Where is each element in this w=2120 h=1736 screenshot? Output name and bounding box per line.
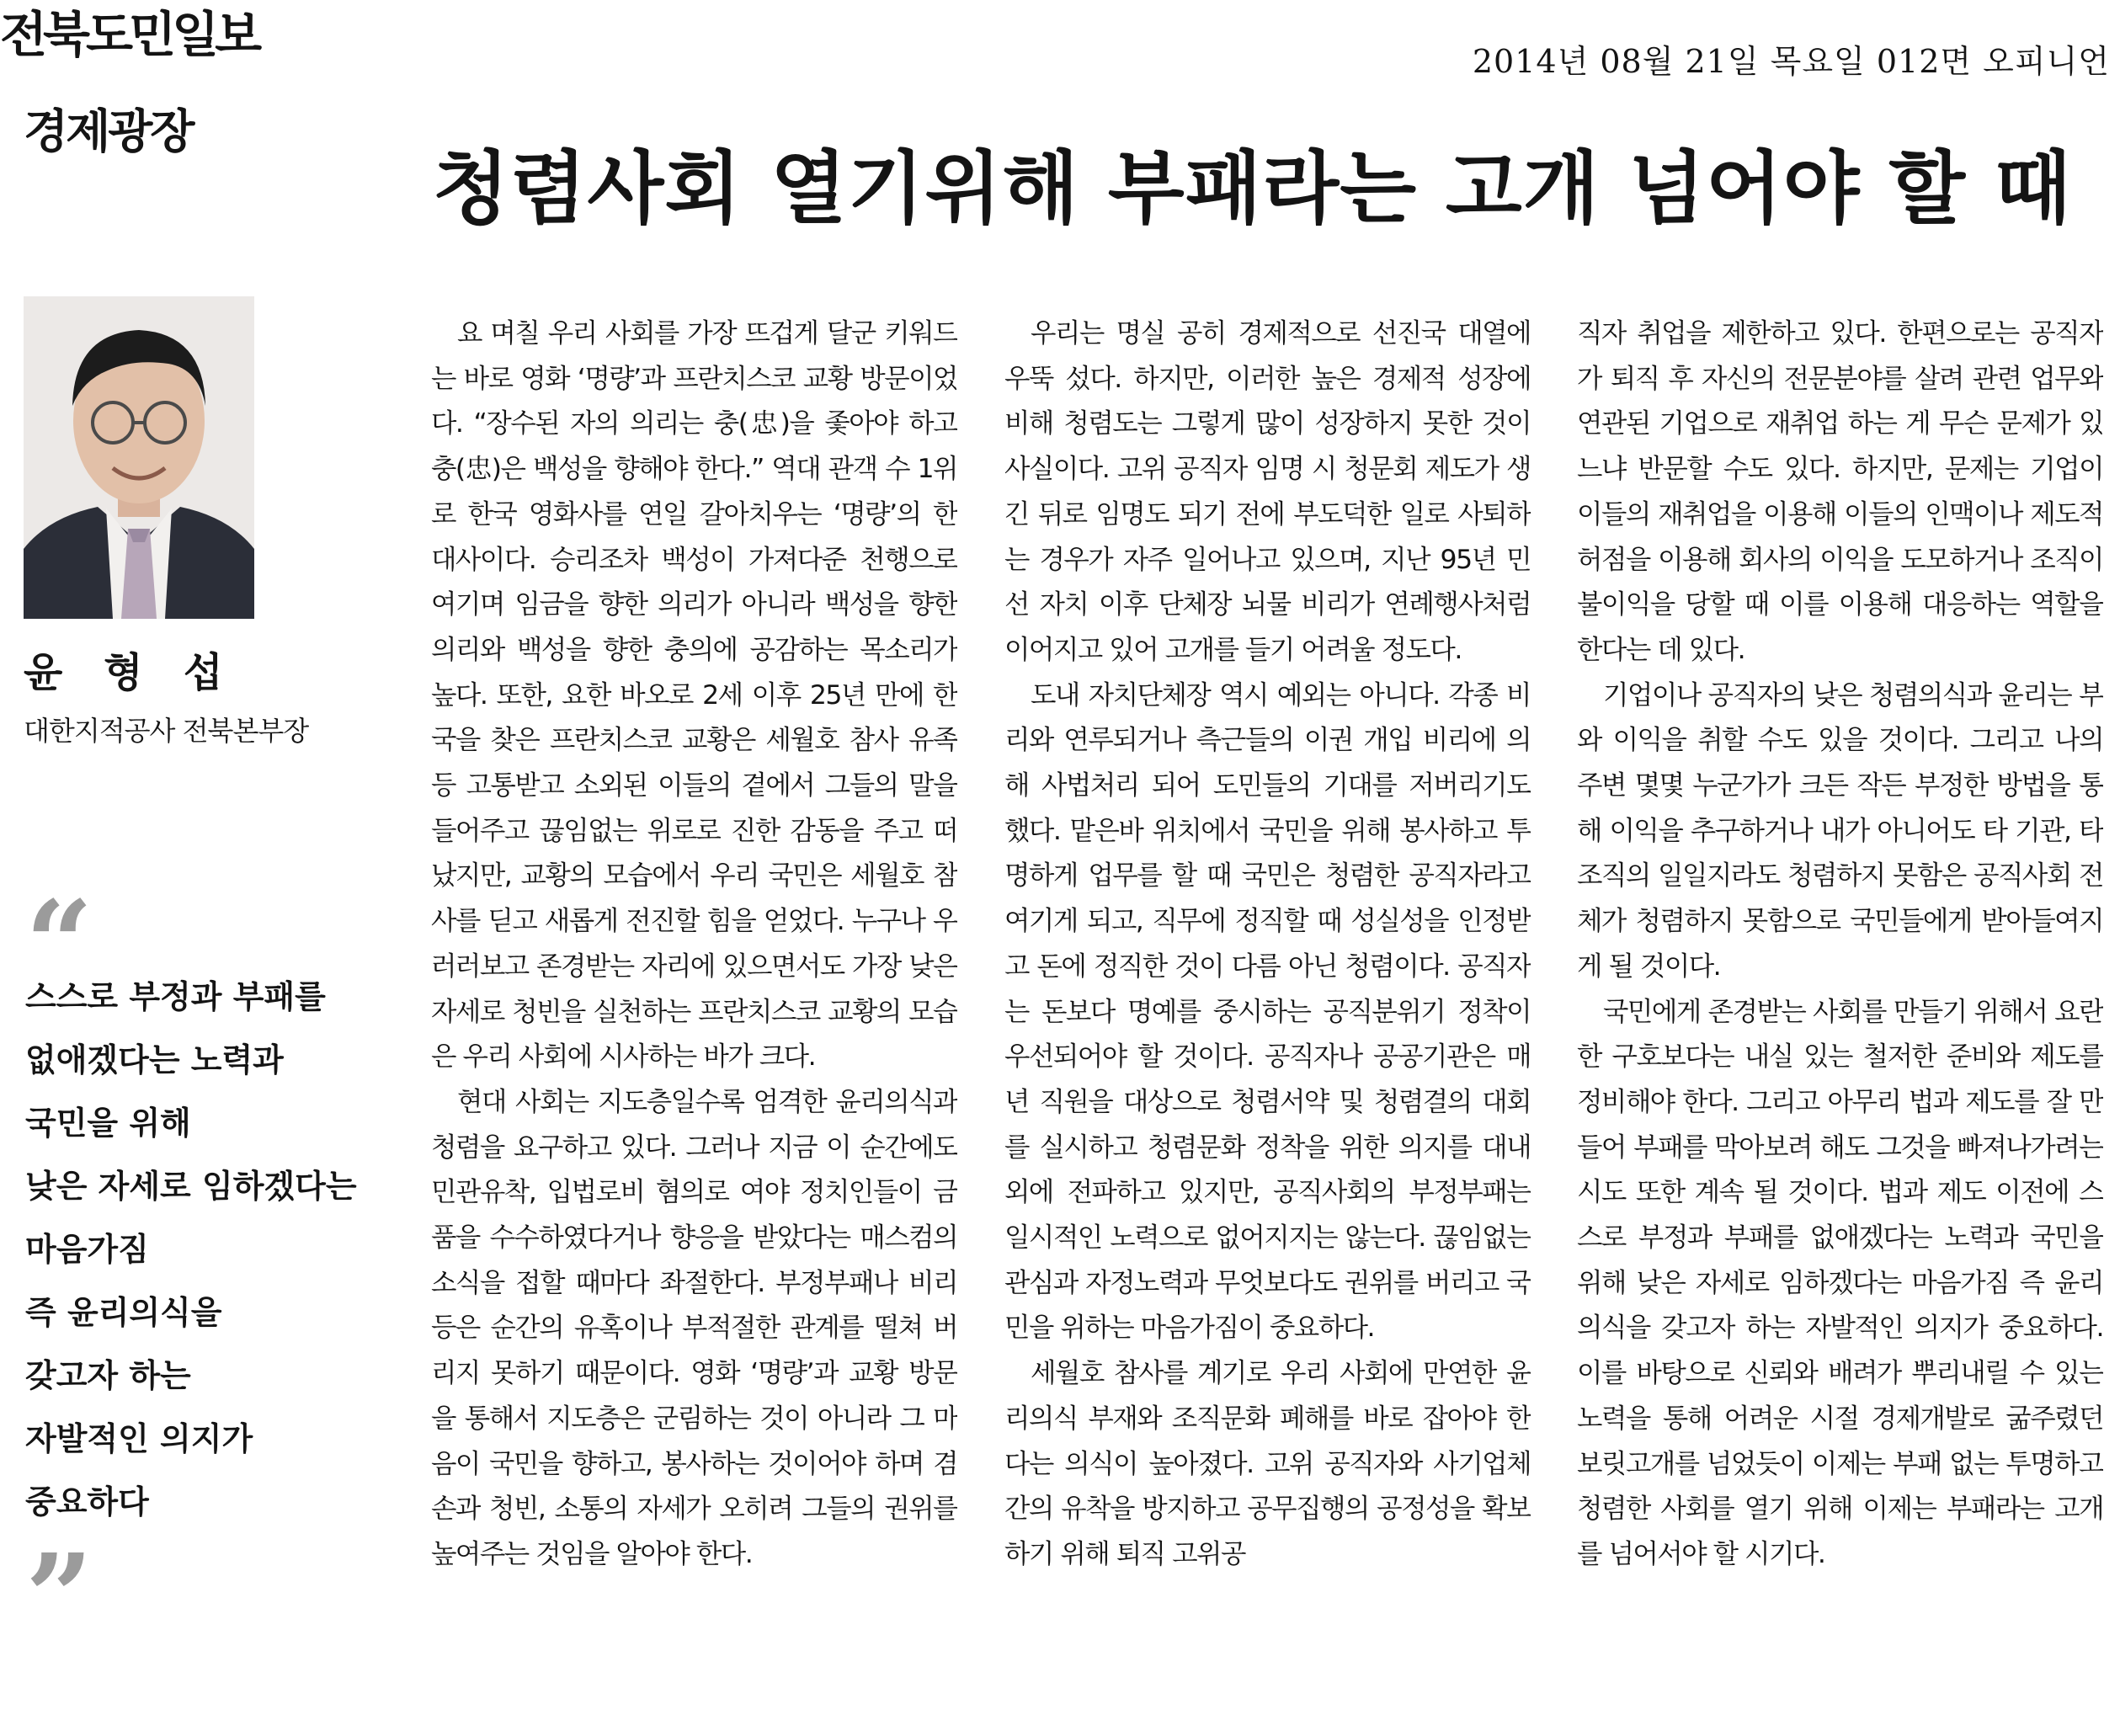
article-column-2 — [1004, 312, 1531, 1688]
section-title: 경제광장 — [24, 104, 193, 158]
article-column-1 — [431, 312, 957, 1688]
article-paragraph: 세월호 참사를 계기로 우리 사회에 만연한 윤리의식 부재와 조직문화 폐해를 바로 잡아야 한다는 의식이 높아졌다. 고위 공직자와 사기업체 간의 유착을 방지하고 공무집행의 공정성을 확보하기 위해 퇴직 고위공 — [1004, 1358, 1531, 1569]
pull-quote — [25, 965, 396, 1533]
article-paragraph: 현대 사회는 지도층일수록 엄격한 윤리의식과 청렴을 요구하고 있다. 그러나 지금 이 순간에도 민관유착, 입법로비 혐의로 여야 정치인들이 금품을 수수하였다거나 향응을 받았다는 매스컴의 소식을 접할 때마다 좌절한다. 부정부패나 비리 등은 순간의 유혹이나 부적절한 관계를 떨쳐 버리지 못하기 때문이다. 영화 ‘명량’과 교황 방문을 통해서 지도층은 군림하는 것이 아니라 그 마음이 국민을 향하고, 봉사하는 것이어야 하며 겸손과 청빈, 소통의 자세가 오히려 그들의 권위를 높여주는 것임을 알아야 한다. — [431, 1086, 957, 1569]
pull-quote-line: 자발적인 의지가 — [25, 1419, 253, 1457]
author-title: 대한지적공사 전북본부장 — [24, 715, 309, 747]
pull-quote-line: 스스로 부정과 부패를 — [25, 977, 326, 1015]
article-paragraph: 도내 자치단체장 역시 예외는 아니다. 각종 비리와 연루되거나 측근들의 이권 개입 비리에 의해 사법처리 되어 도민들의 기대를 저버리기도 했다. 맡은바 위치에서 국민을 위해 봉사하고 투명하게 업무를 할 때 국민은 청렴한 공직자라고 여기게 되고, 직무에 정직할 때 성실성을 인정받고 돈에 정직한 것이 다름 아닌 청렴이다. 공직자는 돈보다 명예를 중시하는 공직분위기 정착이 우선되어야 할 것이다. 공직자나 공공기관은 매년 직원을 대상으로 청렴서약 및 청렴결의 대회를 실시하고 청렴문화 정착을 위한 의지를 대내외에 전파하고 있지만, 공직사회의 부정부패는 일시적인 노력으로 없어지지는 않는다. 끊임없는 관심과 자정노력과 무엇보다도 권위를 버리고 국민을 위하는 마음가짐이 중요하다. — [1004, 679, 1531, 1344]
pull-quote-line: 낮은 자세로 임하겠다는 — [25, 1167, 357, 1205]
author-name: 윤 형 섭 — [24, 649, 237, 696]
newspaper-masthead: 전북도민일보 — [0, 6, 258, 63]
pull-quote-line: 갖고자 하는 — [25, 1356, 191, 1394]
article-paragraph: 국민에게 존경받는 사회를 만들기 위해서 요란한 구호보다는 내실 있는 철저한 준비와 제도를 정비해야 한다. 그리고 아무리 법과 제도를 잘 만들어 부패를 막아보려 해도 그것을 빠져나가려는 시도 또한 계속 될 것이다. 법과 제도 이전에 스스로 부정과 부패를 없애겠다는 노력과 국민을 위해 낮은 자세로 임하겠다는 마음가짐 즉 윤리의식을 갖고자 하는 자발적인 의지가 중요하다. 이를 바탕으로 신뢰와 배려가 뿌리내릴 수 있는 노력을 통해 어려운 시절 경제개발로 굶주렸던 보릿고개를 넘었듯이 이제는 부패 없는 투명하고 청렴한 사회를 열기 위해 이제는 부패라는 고개를 넘어서야 할 시기다. — [1577, 996, 2103, 1569]
close-quote-icon: ” — [25, 1529, 93, 1667]
article-column-3 — [1577, 312, 2103, 1688]
pull-quote-line: 마음가짐 — [25, 1230, 149, 1268]
open-quote-icon: “ — [25, 876, 93, 1014]
pull-quote-line: 즉 윤리의식을 — [25, 1293, 222, 1331]
article-paragraph: 기업이나 공직자의 낮은 청렴의식과 윤리는 부와 이익을 취할 수도 있을 것이다. 그리고 나의 주변 몇몇 누군가가 크든 작든 부정한 방법을 통해 이익을 추구하거나 내가 아니어도 타 기관, 타 조직의 일일지라도 청렴하지 못함은 공직사회 전체가 청렴하지 못함으로 국민들에게 받아들여지게 될 것이다. — [1577, 679, 2103, 982]
pull-quote-line: 없애겠다는 노력과 — [25, 1041, 284, 1078]
author-portrait-illustration — [24, 296, 254, 619]
article-headline: 청렴사회 열기위해 부패라는 고개 넘어야 할 때 — [433, 143, 2072, 235]
pull-quote-line: 국민을 위해 — [25, 1104, 191, 1142]
pull-quote-line: 중요하다 — [25, 1483, 149, 1520]
author-photo — [24, 296, 254, 619]
article-paragraph: 직자 취업을 제한하고 있다. 한편으로는 공직자가 퇴직 후 자신의 전문분야를 살려 관련 업무와 연관된 기업으로 재취업 하는 게 무슨 문제가 있느냐 반문할 수도 있다. 하지만, 문제는 기업이 이들의 재취업을 이용해 이들의 인맥이나 제도적 허점을 이용해 회사의 이익을 도모하거나 조직이 불이익을 당할 때 이를 이용해 대응하는 역할을 한다는 데 있다. — [1577, 318, 2103, 665]
publication-dateline: 2014년 08월 21일 목요일 012면 오피니언 — [1472, 43, 2110, 80]
article-paragraph: 요 며칠 우리 사회를 가장 뜨겁게 달군 키워드는 바로 영화 ‘명량’과 프란치스코 교황 방문이었다. “장수된 자의 의리는 충(忠)을 좇아야 하고 충(忠)은 백성을 향해야 한다.” 역대 관객 수 1위로 한국 영화사를 연일 갈아치우는 ‘명량’의 한 대사이다. 승리조차 백성이 가져다준 천행으로 여기며 임금을 향한 의리가 아니라 백성을 향한 의리와 백성을 향한 충의에 공감하는 목소리가 높다. 또한, 요한 바오로 2세 이후 25년 만에 한국을 찾은 프란치스코 교황은 세월호 참사 유족 등 고통받고 소외된 이들의 곁에서 그들의 말을 들어주고 끊임없는 위로로 진한 감동을 주고 떠났지만, 교황의 모습에서 우리 국민은 세월호 참사를 딛고 새롭게 전진할 힘을 얻었다. 누구나 우러러보고 존경받는 자리에 있으면서도 가장 낮은 자세로 청빈을 실천하는 프란치스코 교황의 모습은 우리 사회에 시사하는 바가 크다. — [431, 318, 957, 1073]
article-paragraph: 우리는 명실 공히 경제적으로 선진국 대열에 우뚝 섰다. 하지만, 이러한 높은 경제적 성장에 비해 청렴도는 그렇게 많이 성장하지 못한 것이 사실이다. 고위 공직자 임명 시 청문회 제도가 생긴 뒤로 임명도 되기 전에 부도덕한 일로 사퇴하는 경우가 자주 일어나고 있으며, 지난 95년 민선 자치 이후 단체장 뇌물 비리가 연례행사처럼 이어지고 있어 고개를 들기 어려울 정도다. — [1004, 318, 1531, 665]
